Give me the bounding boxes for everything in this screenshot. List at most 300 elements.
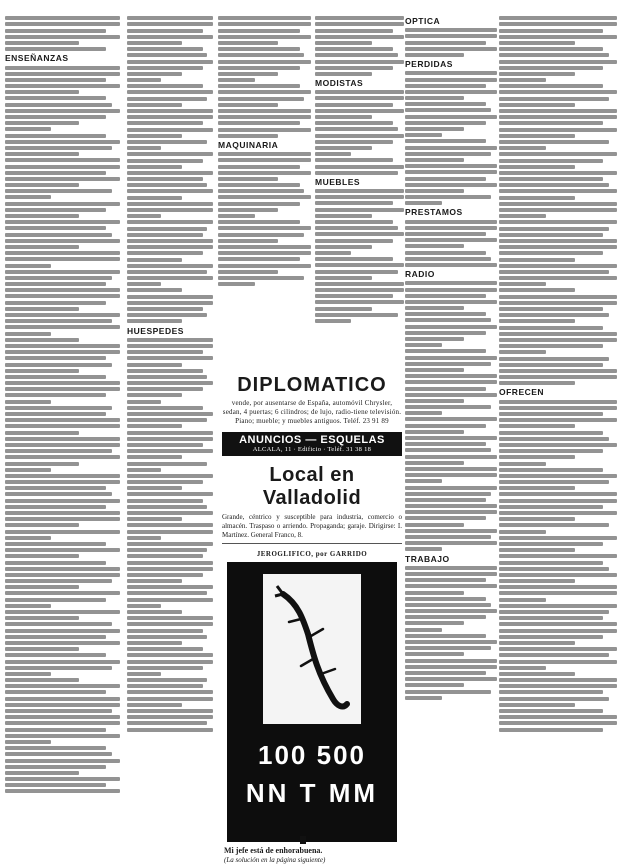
- text-line: [405, 584, 497, 588]
- text-line: [127, 567, 213, 571]
- text-line: [5, 424, 120, 428]
- center-ad-block: [222, 370, 402, 864]
- text-line: [5, 598, 106, 602]
- text-line: [499, 728, 603, 732]
- text-line: [405, 442, 486, 446]
- text-line: [127, 338, 213, 342]
- column-1: [5, 14, 120, 840]
- text-line: [315, 66, 393, 70]
- classified-text-block: [499, 16, 617, 385]
- text-line: [127, 282, 161, 286]
- text-line: [405, 399, 464, 403]
- text-line: [499, 233, 603, 237]
- text-line: [315, 276, 372, 280]
- text-line: [315, 294, 393, 298]
- text-line: [218, 220, 300, 224]
- text-line: [218, 270, 278, 274]
- text-line: [218, 282, 255, 286]
- text-line: [499, 41, 575, 45]
- jeroglifico-numbers: 100 500: [258, 740, 366, 770]
- classified-text-block: [218, 16, 311, 138]
- text-line: [5, 96, 106, 100]
- text-line: [405, 84, 486, 88]
- classified-text-block: [405, 220, 497, 267]
- text-line: [499, 270, 609, 274]
- text-line: [315, 239, 393, 243]
- text-line: [405, 504, 497, 508]
- text-line: [499, 579, 575, 583]
- text-line: [127, 189, 213, 193]
- text-line: [5, 121, 79, 125]
- classified-text-block: [405, 71, 497, 205]
- text-line: [127, 288, 182, 292]
- text-line: [405, 195, 491, 199]
- text-line: [5, 746, 106, 750]
- text-line: [405, 492, 491, 496]
- text-line: [499, 78, 546, 82]
- text-line: [405, 356, 497, 360]
- classified-text-block: [315, 189, 404, 323]
- text-line: [5, 245, 79, 249]
- text-line: [499, 165, 575, 169]
- text-line: [405, 325, 497, 329]
- text-line: [499, 90, 617, 94]
- text-line: [315, 152, 351, 156]
- text-line: [405, 665, 497, 669]
- text-line: [5, 542, 106, 546]
- text-line: [127, 715, 213, 719]
- text-line: [405, 609, 497, 613]
- text-line: [315, 226, 398, 230]
- text-line: [499, 554, 617, 558]
- text-line: [499, 591, 617, 595]
- classified-text-block: [5, 16, 120, 51]
- text-line: [127, 270, 207, 274]
- text-line: [499, 375, 617, 379]
- text-line: [405, 343, 442, 347]
- text-line: [5, 474, 120, 478]
- text-line: [499, 202, 617, 206]
- text-line: [405, 566, 497, 570]
- text-line: [499, 338, 617, 342]
- text-line: [5, 134, 106, 138]
- classified-text-block: [127, 338, 213, 732]
- text-line: [405, 152, 491, 156]
- text-line: [5, 554, 79, 558]
- text-line: [499, 709, 603, 713]
- text-line: [405, 47, 497, 51]
- text-line: [5, 480, 120, 484]
- text-line: [499, 641, 575, 645]
- text-line: [5, 728, 106, 732]
- text-line: [5, 653, 106, 657]
- text-line: [218, 134, 278, 138]
- text-line: [127, 431, 213, 435]
- text-line: [127, 666, 203, 670]
- text-line: [499, 363, 603, 367]
- text-line: [405, 288, 497, 292]
- text-line: [405, 281, 497, 285]
- text-line: [127, 393, 182, 397]
- text-line: [499, 319, 575, 323]
- text-line: [127, 616, 213, 620]
- text-line: [218, 257, 300, 261]
- text-line: [499, 288, 575, 292]
- text-line: [5, 177, 120, 181]
- text-line: [127, 622, 213, 626]
- text-line: [5, 72, 120, 76]
- text-line: [315, 127, 398, 131]
- text-line: [5, 660, 120, 664]
- text-line: [499, 22, 617, 26]
- text-line: [127, 579, 182, 583]
- text-line: [499, 227, 609, 231]
- ad-local-text: Grande, céntrico y susceptible para industria, comercio o almacén. Traspaso o arriendo. Propaganda; garaje. Dirigirse: I. Martínez. General Franco, 8.: [222, 513, 402, 539]
- text-line: [499, 214, 546, 218]
- section-heading: MUEBLES: [315, 176, 361, 187]
- text-line: [405, 591, 464, 595]
- text-line: [5, 771, 79, 775]
- text-line: [405, 671, 486, 675]
- section-heading: PERDIDAS: [405, 59, 453, 70]
- text-line: [5, 517, 120, 521]
- text-line: [5, 666, 112, 670]
- section-heading: TRABAJO: [405, 553, 450, 564]
- text-line: [405, 659, 497, 663]
- text-line: [5, 684, 120, 688]
- text-line: [315, 189, 404, 193]
- text-line: [315, 232, 404, 236]
- text-line: [405, 263, 497, 267]
- text-line: [405, 53, 464, 57]
- text-line: [127, 684, 203, 688]
- text-line: [127, 356, 213, 360]
- text-line: [405, 71, 497, 75]
- section-heading: OPTICA: [405, 16, 441, 26]
- text-line: [127, 690, 213, 694]
- jeroglifico-caption: Mi jefe está de enhorabuena.: [224, 846, 323, 855]
- text-line: [405, 177, 486, 181]
- text-line: [499, 622, 617, 626]
- text-line: [218, 251, 311, 255]
- text-line: [5, 208, 106, 212]
- text-line: [315, 313, 398, 317]
- text-line: [127, 301, 213, 305]
- text-line: [5, 375, 106, 379]
- text-line: [218, 121, 300, 125]
- text-line: [499, 666, 546, 670]
- text-line: [5, 783, 106, 787]
- text-line: [5, 338, 79, 342]
- text-line: [499, 480, 609, 484]
- text-line: [5, 400, 51, 404]
- text-line: [5, 264, 51, 268]
- text-line: [405, 306, 464, 310]
- text-line: [5, 251, 120, 255]
- text-line: [5, 239, 120, 243]
- text-line: [127, 598, 213, 602]
- section-heading: ENSEÑANZAS: [5, 53, 69, 64]
- text-line: [127, 443, 203, 447]
- text-line: [499, 567, 609, 571]
- text-line: [5, 109, 120, 113]
- text-line: [5, 709, 112, 713]
- text-line: [405, 34, 497, 38]
- text-line: [315, 195, 404, 199]
- jeroglifico-card: [263, 574, 361, 724]
- lizard-icon: [263, 574, 361, 724]
- text-line: [5, 127, 51, 131]
- text-line: [218, 202, 300, 206]
- text-line: [127, 121, 203, 125]
- text-line: [499, 585, 617, 589]
- text-line: [127, 455, 182, 459]
- text-line: [5, 369, 79, 373]
- text-line: [315, 245, 372, 249]
- text-line: [127, 573, 203, 577]
- text-line: [5, 29, 106, 33]
- text-line: [499, 468, 603, 472]
- text-line: [499, 357, 609, 361]
- text-line: [127, 165, 182, 169]
- text-line: [405, 578, 486, 582]
- text-line: [127, 363, 182, 367]
- text-line: [405, 387, 486, 391]
- text-line: [5, 344, 120, 348]
- text-line: [127, 406, 203, 410]
- text-line: [5, 412, 106, 416]
- text-line: [499, 400, 617, 404]
- text-line: [5, 66, 120, 70]
- text-line: [499, 715, 617, 719]
- text-line: [127, 171, 213, 175]
- text-line: [5, 406, 112, 410]
- text-line: [405, 479, 442, 483]
- text-line: [405, 238, 497, 242]
- text-line: [218, 29, 300, 33]
- text-line: [499, 424, 575, 428]
- text-line: [499, 220, 617, 224]
- text-line: [127, 480, 203, 484]
- text-line: [499, 530, 546, 534]
- text-line: [405, 486, 497, 490]
- classified-text-block: [5, 66, 120, 794]
- text-line: [5, 276, 112, 280]
- text-line: [499, 301, 617, 305]
- text-line: [5, 443, 120, 447]
- text-line: [127, 152, 213, 156]
- text-line: [405, 436, 497, 440]
- text-line: [5, 393, 106, 397]
- text-line: [499, 115, 617, 119]
- text-line: [405, 516, 486, 520]
- text-line: [405, 368, 464, 372]
- text-line: [405, 652, 464, 656]
- divider: [222, 543, 402, 544]
- text-line: [5, 158, 120, 162]
- text-line: [499, 536, 617, 540]
- text-line: [5, 777, 120, 781]
- text-line: [315, 165, 404, 169]
- text-line: [127, 214, 161, 218]
- text-line: [127, 344, 213, 348]
- text-line: [405, 41, 486, 45]
- text-line: [499, 678, 617, 682]
- ad-anuncios-title: ANUNCIOS — ESQUELAS: [239, 434, 385, 446]
- text-line: [5, 195, 51, 199]
- text-line: [315, 60, 404, 64]
- text-line: [405, 220, 497, 224]
- text-line: [218, 233, 304, 237]
- text-line: [5, 325, 120, 329]
- text-line: [127, 536, 161, 540]
- text-line: [5, 548, 120, 552]
- column-6: [499, 14, 617, 840]
- text-line: [127, 530, 213, 534]
- text-line: [127, 437, 213, 441]
- text-line: [315, 158, 393, 162]
- text-line: [127, 97, 207, 101]
- text-line: [315, 35, 404, 39]
- classified-text-block: [218, 152, 311, 286]
- text-line: [5, 16, 120, 20]
- text-line: [499, 97, 609, 101]
- text-line: [127, 276, 213, 280]
- text-line: [499, 499, 617, 503]
- classified-text-block: [315, 90, 404, 174]
- text-line: [499, 721, 617, 725]
- text-line: [218, 109, 311, 113]
- text-line: [315, 109, 404, 113]
- text-line: [499, 406, 617, 410]
- text-line: [127, 369, 203, 373]
- text-line: [5, 715, 120, 719]
- text-line: [499, 251, 603, 255]
- text-line: [5, 319, 112, 323]
- text-line: [5, 47, 106, 51]
- text-line: [127, 239, 213, 243]
- ad-diplomatico-title: DIPLOMATICO: [237, 374, 387, 396]
- text-line: [5, 183, 79, 187]
- text-line: [127, 72, 182, 76]
- text-line: [127, 629, 203, 633]
- text-line: [315, 41, 372, 45]
- text-line: [5, 449, 112, 453]
- text-line: [499, 47, 603, 51]
- text-line: [127, 128, 213, 132]
- text-line: [5, 22, 120, 26]
- text-line: [5, 84, 120, 88]
- text-line: [127, 146, 161, 150]
- text-line: [405, 108, 491, 112]
- text-line: [499, 616, 603, 620]
- text-line: [127, 60, 213, 64]
- text-line: [218, 208, 278, 212]
- text-line: [499, 381, 575, 385]
- text-line: [315, 251, 351, 255]
- text-line: [405, 498, 486, 502]
- classified-text-block: [405, 281, 497, 551]
- text-line: [127, 103, 182, 107]
- text-line: [5, 734, 120, 738]
- text-line: [405, 405, 491, 409]
- text-line: [499, 208, 617, 212]
- text-line: [5, 41, 79, 45]
- text-line: [127, 660, 213, 664]
- text-line: [127, 542, 213, 546]
- text-line: [127, 381, 213, 385]
- text-line: [315, 134, 404, 138]
- text-line: [127, 16, 213, 20]
- text-line: [5, 672, 51, 676]
- text-line: [315, 319, 351, 323]
- text-line: [218, 128, 311, 132]
- text-line: [499, 146, 546, 150]
- text-line: [127, 604, 161, 608]
- text-line: [218, 84, 300, 88]
- text-line: [5, 468, 51, 472]
- text-line: [499, 350, 546, 354]
- text-line: [405, 362, 491, 366]
- text-line: [127, 641, 182, 645]
- text-line: [499, 189, 617, 193]
- text-line: [218, 97, 304, 101]
- text-line: [127, 647, 203, 651]
- text-line: [315, 146, 372, 150]
- text-line: [499, 629, 617, 633]
- text-line: [218, 60, 311, 64]
- text-line: [5, 313, 120, 317]
- text-line: [5, 387, 120, 391]
- text-line: [499, 418, 617, 422]
- text-line: [405, 393, 497, 397]
- column-5: [405, 14, 497, 840]
- text-line: [5, 350, 120, 354]
- text-line: [405, 127, 464, 131]
- text-line: [127, 295, 213, 299]
- text-line: [405, 244, 464, 248]
- text-line: [405, 318, 491, 322]
- text-line: [499, 344, 603, 348]
- text-line: [127, 703, 182, 707]
- text-line: [127, 22, 213, 26]
- text-line: [127, 29, 203, 33]
- text-line: [127, 505, 207, 509]
- text-line: [127, 449, 213, 453]
- text-line: [5, 523, 79, 527]
- text-line: [499, 684, 617, 688]
- text-line: [499, 437, 609, 441]
- section-heading: HUESPEDES: [127, 325, 184, 336]
- text-line: [499, 542, 603, 546]
- text-line: [5, 146, 112, 150]
- text-line: [127, 134, 182, 138]
- text-line: [405, 139, 486, 143]
- text-line: [405, 374, 497, 378]
- text-line: [127, 183, 207, 187]
- text-line: [499, 239, 617, 243]
- ad-anuncios-subtitle: ALCALA, 11 · Edificio · Teléf. 31 38 18: [252, 446, 372, 453]
- text-line: [127, 375, 207, 379]
- text-line: [315, 115, 372, 119]
- text-line: [127, 728, 213, 732]
- text-line: [499, 474, 617, 478]
- text-line: [127, 548, 207, 552]
- text-line: [127, 653, 213, 657]
- text-line: [5, 301, 106, 305]
- text-line: [218, 158, 311, 162]
- text-line: [127, 307, 203, 311]
